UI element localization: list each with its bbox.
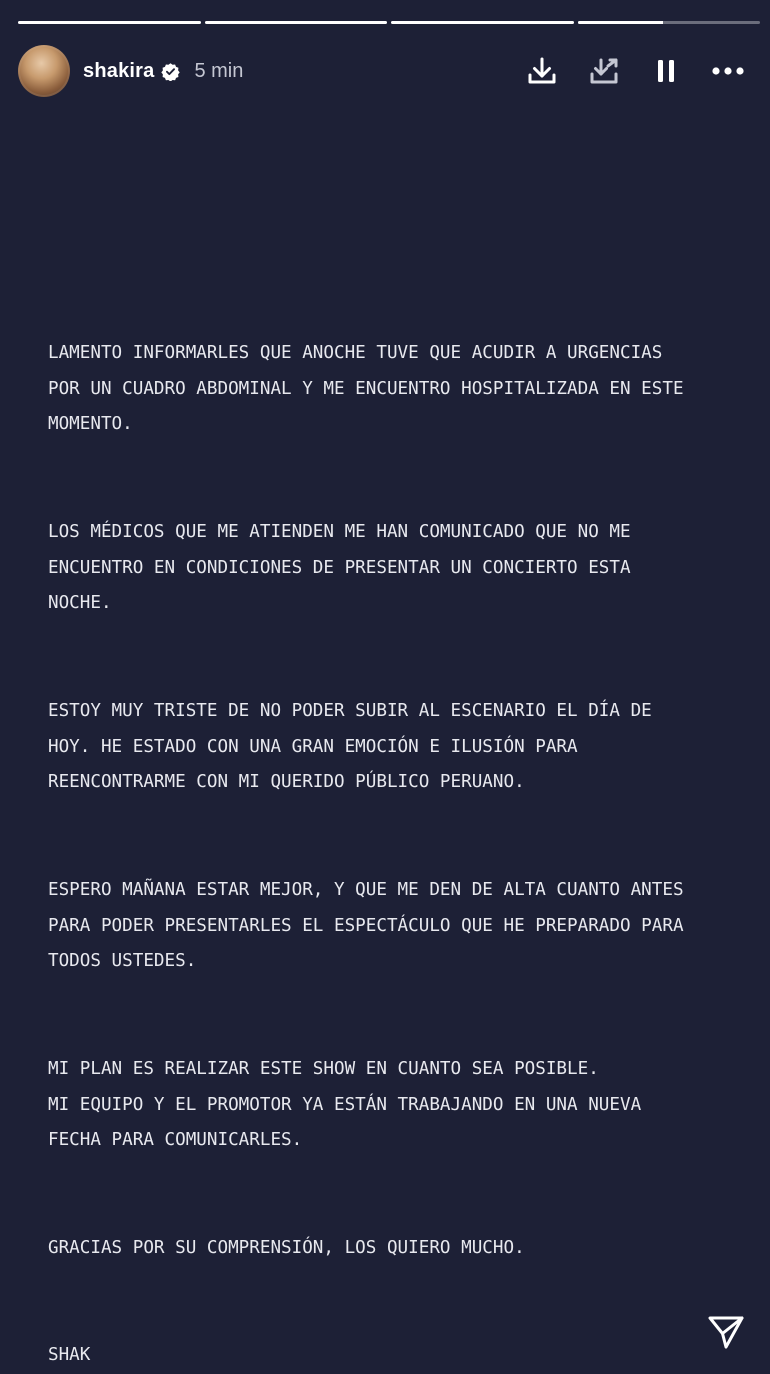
send-icon [707, 1313, 745, 1351]
progress-fill-1 [18, 21, 201, 24]
more-options-button[interactable] [708, 51, 748, 91]
more-options-icon [710, 54, 746, 88]
avatar[interactable] [18, 45, 70, 97]
signature: SHAK [48, 1345, 91, 1366]
save-to-device-icon [587, 54, 621, 88]
save-to-device-button[interactable] [584, 51, 624, 91]
progress-segment-2 [205, 21, 388, 24]
message-paragraph: LOS MÉDICOS QUE ME ATIENDEN ME HAN COMUNICADO QUE NO ME ENCUENTRO EN CONDICIONES DE PRESENTAR UN CONCIERTO ESTA NOCHE. [48, 521, 631, 614]
message-paragraph: GRACIAS POR SU COMPRENSIÓN, LOS QUIERO MUCHO. [48, 1237, 525, 1258]
progress-fill-2 [205, 21, 388, 24]
send-button[interactable] [706, 1312, 746, 1352]
verified-badge-icon [161, 62, 180, 81]
story-message [48, 300, 758, 1374]
story-header [18, 44, 760, 98]
progress-segment-1 [18, 21, 201, 24]
header-actions [500, 44, 748, 98]
progress-segment-4 [578, 21, 761, 24]
story-progress-bar [18, 21, 760, 24]
username[interactable]: shakira [83, 59, 155, 82]
message-paragraph: ESPERO MAÑANA ESTAR MEJOR, Y QUE ME DEN DE ALTA CUANTO ANTES PARA PODER PRESENTARLES EL ESPECTÁCULO QUE HE PREPARADO PARA TODOS USTEDES. [48, 879, 684, 972]
message-paragraph: MI PLAN ES REALIZAR ESTE SHOW EN CUANTO SEA POSIBLE. MI EQUIPO Y EL PROMOTOR YA ESTÁN TRABAJANDO EN UNA NUEVA FECHA PARA COMUNICARLES. [48, 1058, 642, 1151]
pause-icon [649, 54, 683, 88]
post-time: 5 min [194, 59, 244, 82]
download-button[interactable] [522, 51, 562, 91]
progress-fill-3 [391, 21, 574, 24]
pause-button[interactable] [646, 51, 686, 91]
message-paragraph: LAMENTO INFORMARLES QUE ANOCHE TUVE QUE ACUDIR A URGENCIAS POR UN CUADRO ABDOMINAL Y ME ENCUENTRO HOSPITALIZADA EN ESTE MOMENTO. [48, 342, 684, 435]
progress-segment-3 [391, 21, 574, 24]
progress-fill-4 [578, 21, 664, 24]
download-icon [525, 54, 559, 88]
message-paragraph: ESTOY MUY TRISTE DE NO PODER SUBIR AL ESCENARIO EL DÍA DE HOY. HE ESTADO CON UNA GRAN EMOCIÓN E ILUSIÓN PARA REENCONTRARME CON MI QUERIDO PÚBLICO PERUANO. [48, 700, 652, 793]
